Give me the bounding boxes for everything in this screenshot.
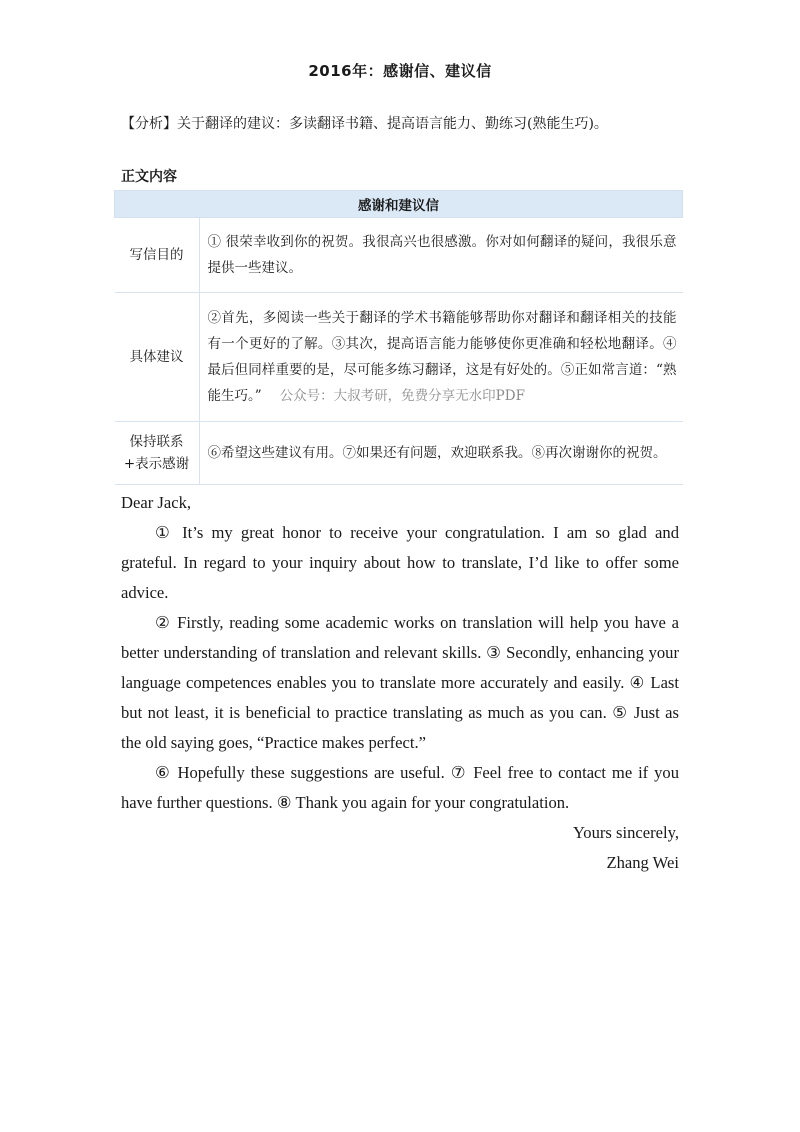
- letter-paragraph-1: ① It’s my great honor to receive your congratulation. I am so glad and grateful. In regard to your inquiry about how to translate, I’d like to offer some advice.: [121, 523, 679, 602]
- letter-greeting: Dear Jack,: [121, 493, 192, 512]
- row-label-line1: 保持联系: [129, 434, 184, 450]
- table-header: 感谢和建议信: [115, 191, 683, 218]
- row-content-closing: ⑥希望这些建议有用。⑦如果还有问题，欢迎联系我。⑧再次谢谢你的祝贺。: [199, 422, 683, 485]
- suggestions-text: ②首先，多阅读一些关于翻译的学术书籍能够帮助你对翻译和翻译相关的技能有一个更好的了解。③其次，提高语言能力能够使你更准确和轻松地翻译。④最后但同样重要的是，尽可能多练习翻译，这是有好处的。⑤正如常言道：“熟能生巧。”: [207, 310, 677, 404]
- summary-table: [114, 190, 683, 485]
- row-label-line2: +表示感谢: [123, 456, 190, 472]
- letter-paragraph-3: ⑥ Hopefully these suggestions are useful. ⑦ Feel free to contact me if you have further questions. ⑧ Thank you again for your congratulation.: [121, 763, 679, 812]
- letter-body: [121, 488, 679, 878]
- analysis-text: 【分析】关于翻译的建议：多读翻译书籍、提高语言能力、勤练习(熟能生巧)。: [121, 116, 608, 132]
- table-row: [115, 218, 683, 293]
- letter-paragraph-2: ② Firstly, reading some academic works on translation will help you have a better understanding of translation and relevant skills. ③ Secondly, enhancing your language competences enables you to translate more accurately and easily. ④ Last but not least, it is beneficial to practice translating as much as you can. ⑤ Just as the old saying goes, “Practice makes perfect.”: [121, 613, 679, 752]
- page-title: 2016年：感谢信、建议信: [308, 62, 492, 80]
- watermark-text: 公众号：大叔考研，免费分享无水印PDF: [279, 388, 525, 404]
- table-row: [115, 293, 683, 422]
- letter-closing: Yours sincerely,: [572, 823, 679, 842]
- row-label-closing: [115, 422, 200, 485]
- row-content-suggestions: [199, 293, 683, 422]
- row-label-purpose: 写信目的: [115, 218, 200, 293]
- section-label: 正文内容: [121, 169, 177, 185]
- table-row: [115, 422, 683, 485]
- row-content-purpose: ① 很荣幸收到你的祝贺。我很高兴也很感激。你对如何翻译的疑问，我很乐意提供一些建议。: [199, 218, 683, 293]
- row-label-suggestions: 具体建议: [115, 293, 200, 422]
- letter-signature: Zhang Wei: [606, 853, 679, 872]
